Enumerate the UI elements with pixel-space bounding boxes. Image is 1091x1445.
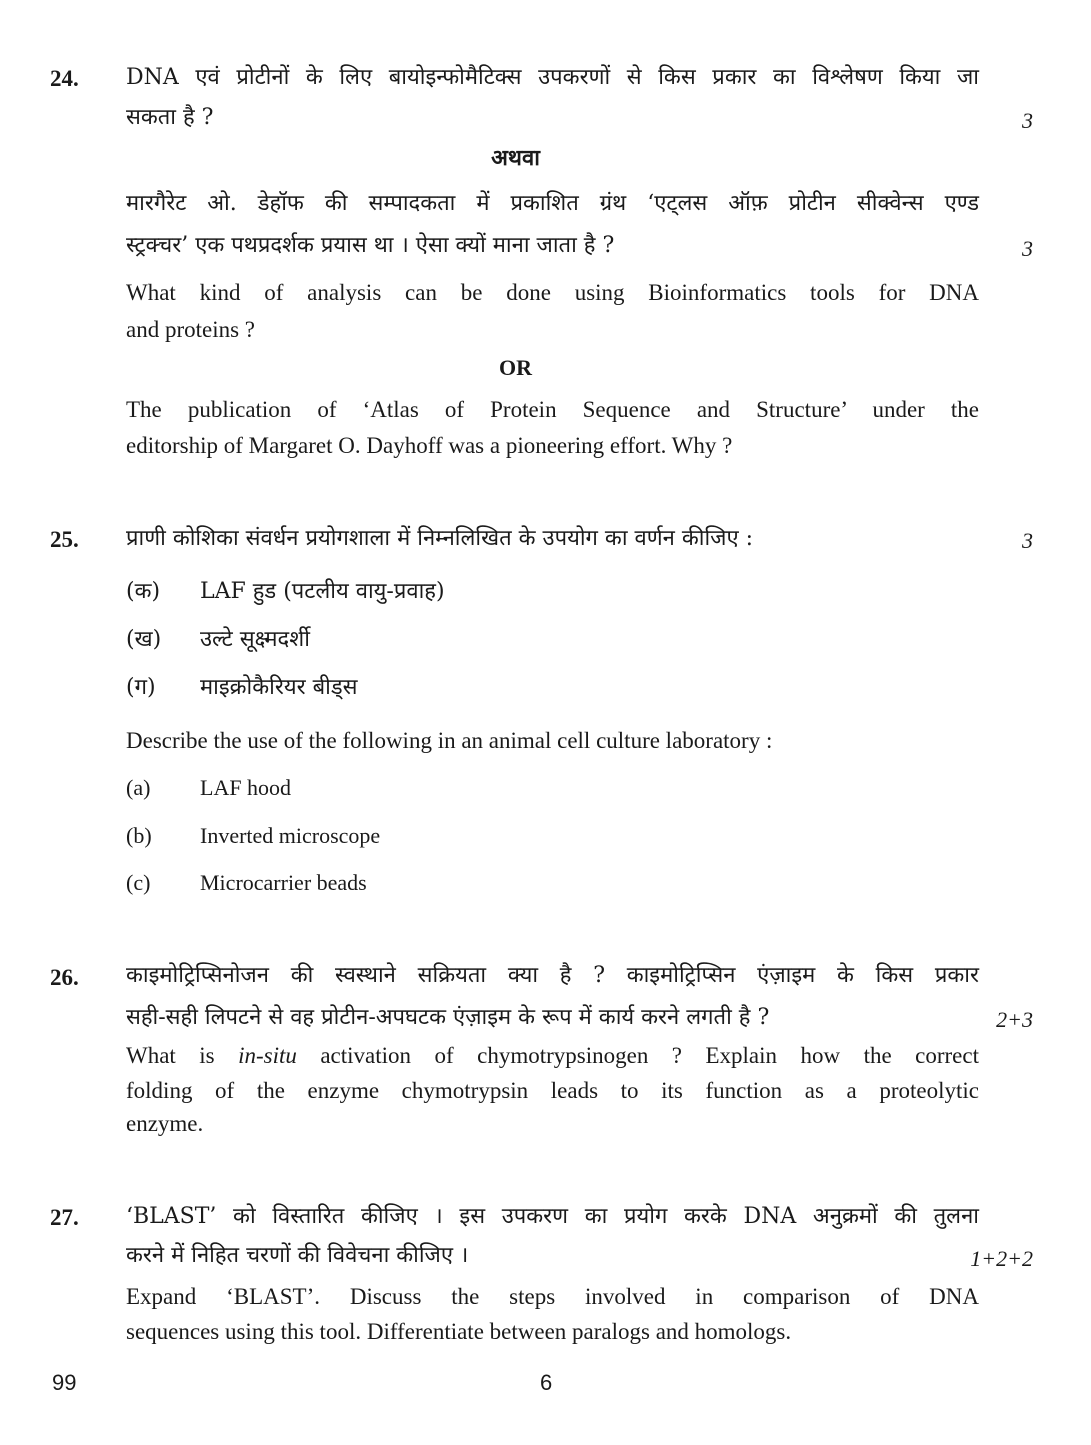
hindi-or-separator: अथवा [491, 145, 540, 171]
marks: 2+3 [996, 1007, 1033, 1032]
option-label: (b) [126, 823, 152, 848]
english-alternative-line: The publication of ‘Atlas of Protein Sequence and Structure’ under the [126, 397, 979, 422]
english-or-separator: OR [499, 355, 532, 380]
english-question-line [126, 1042, 979, 1070]
english-alternative-line: editorship of Margaret O. Dayhoff was a pioneering effort. Why ? [126, 433, 733, 458]
marks: 3 [1022, 108, 1033, 133]
italic-term: in-situ [238, 1043, 297, 1068]
question-number: 25. [50, 527, 79, 552]
english-question-line: What kind of analysis can be done using Bioinformatics tools for DNA [126, 280, 979, 305]
question-number: 26. [50, 965, 79, 990]
english-option [126, 870, 367, 896]
text-fragment: activation of chymotrypsinogen ? Explain how the correct [296, 1043, 979, 1068]
english-option [126, 823, 380, 849]
option-label: (ख) [126, 627, 162, 652]
option-text: माइक्रोकैरियर बीड्स [200, 675, 358, 700]
option-label: (c) [126, 870, 151, 895]
hindi-question-line: सही-सही लिपटने से वह प्रोटीन-अपघटक एंज़ाइम के रूप में कार्य करने लगती है ? [126, 1005, 770, 1030]
hindi-question-text: प्राणी कोशिका संवर्धन प्रयोगशाला में निम्नलिखित के उपयोग का वर्णन कीजिए : [126, 526, 754, 551]
hindi-alternative-line: स्ट्रक्चर’ एक पथप्रदर्शक प्रयास था । ऐसा क्यों माना जाता है ? [126, 233, 615, 258]
text-fragment: What is [126, 1043, 239, 1068]
option-text: Microcarrier beads [200, 870, 367, 895]
hindi-question-line: ‘BLAST’ को विस्तारित कीजिए । इस उपकरण का प्रयोग करके DNA अनुक्रमों की तुलना [126, 1204, 979, 1229]
question-number: 24. [50, 66, 79, 91]
option-label: (ग) [126, 675, 156, 700]
marks: 1+2+2 [970, 1246, 1033, 1271]
hindi-question-line: काइमोट्रिप्सिनोजन की स्वस्थाने सक्रियता क्या है ? काइमोट्रिप्सिन एंज़ाइम के किस प्रकार [126, 963, 979, 988]
hindi-alternative-line: मारगैरेट ओ. डेहॉफ की सम्पादकता में प्रकाशित ग्रंथ ‘एट्लस ऑफ़ प्रोटीन सीक्वेन्स एण्ड [126, 191, 979, 216]
option-text: LAF हुड (पटलीय वायु-प्रवाह) [200, 579, 445, 604]
hindi-question-line: DNA एवं प्रोटीनों के लिए बायोइन्फोमैटिक्स उपकरणों से किस प्रकार का विश्लेषण किया जा [126, 65, 979, 90]
question-number: 27. [50, 1205, 79, 1230]
english-question-line: Expand ‘BLAST’. Discuss the steps involved in comparison of DNA [126, 1284, 979, 1309]
hindi-question-line: करने में निहित चरणों की विवेचना कीजिए । [126, 1243, 469, 1268]
hindi-question-line: सकता है ? [126, 105, 214, 130]
english-question-text: Describe the use of the following in an animal cell culture laboratory : [126, 728, 773, 753]
english-question-line: enzyme. [126, 1111, 204, 1136]
marks: 3 [1022, 528, 1033, 553]
option-label: (a) [126, 775, 151, 800]
option-text: Inverted microscope [200, 823, 381, 848]
option-text: उल्टे सूक्ष्मदर्शी [200, 627, 310, 652]
english-option [126, 775, 291, 801]
option-label: (क) [126, 579, 161, 604]
english-question-line: sequences using this tool. Differentiate between paralogs and homologs. [126, 1319, 792, 1344]
english-question-line: and proteins ? [126, 317, 256, 342]
paper-code: 99 [52, 1370, 77, 1395]
page-number: 6 [540, 1370, 553, 1395]
hindi-option [126, 623, 310, 653]
hindi-option [126, 575, 445, 605]
marks: 3 [1022, 236, 1033, 261]
option-text: LAF hood [200, 775, 292, 800]
english-question-line: folding of the enzyme chymotrypsin leads to its function as a proteolytic [126, 1078, 979, 1103]
hindi-option [126, 671, 358, 701]
